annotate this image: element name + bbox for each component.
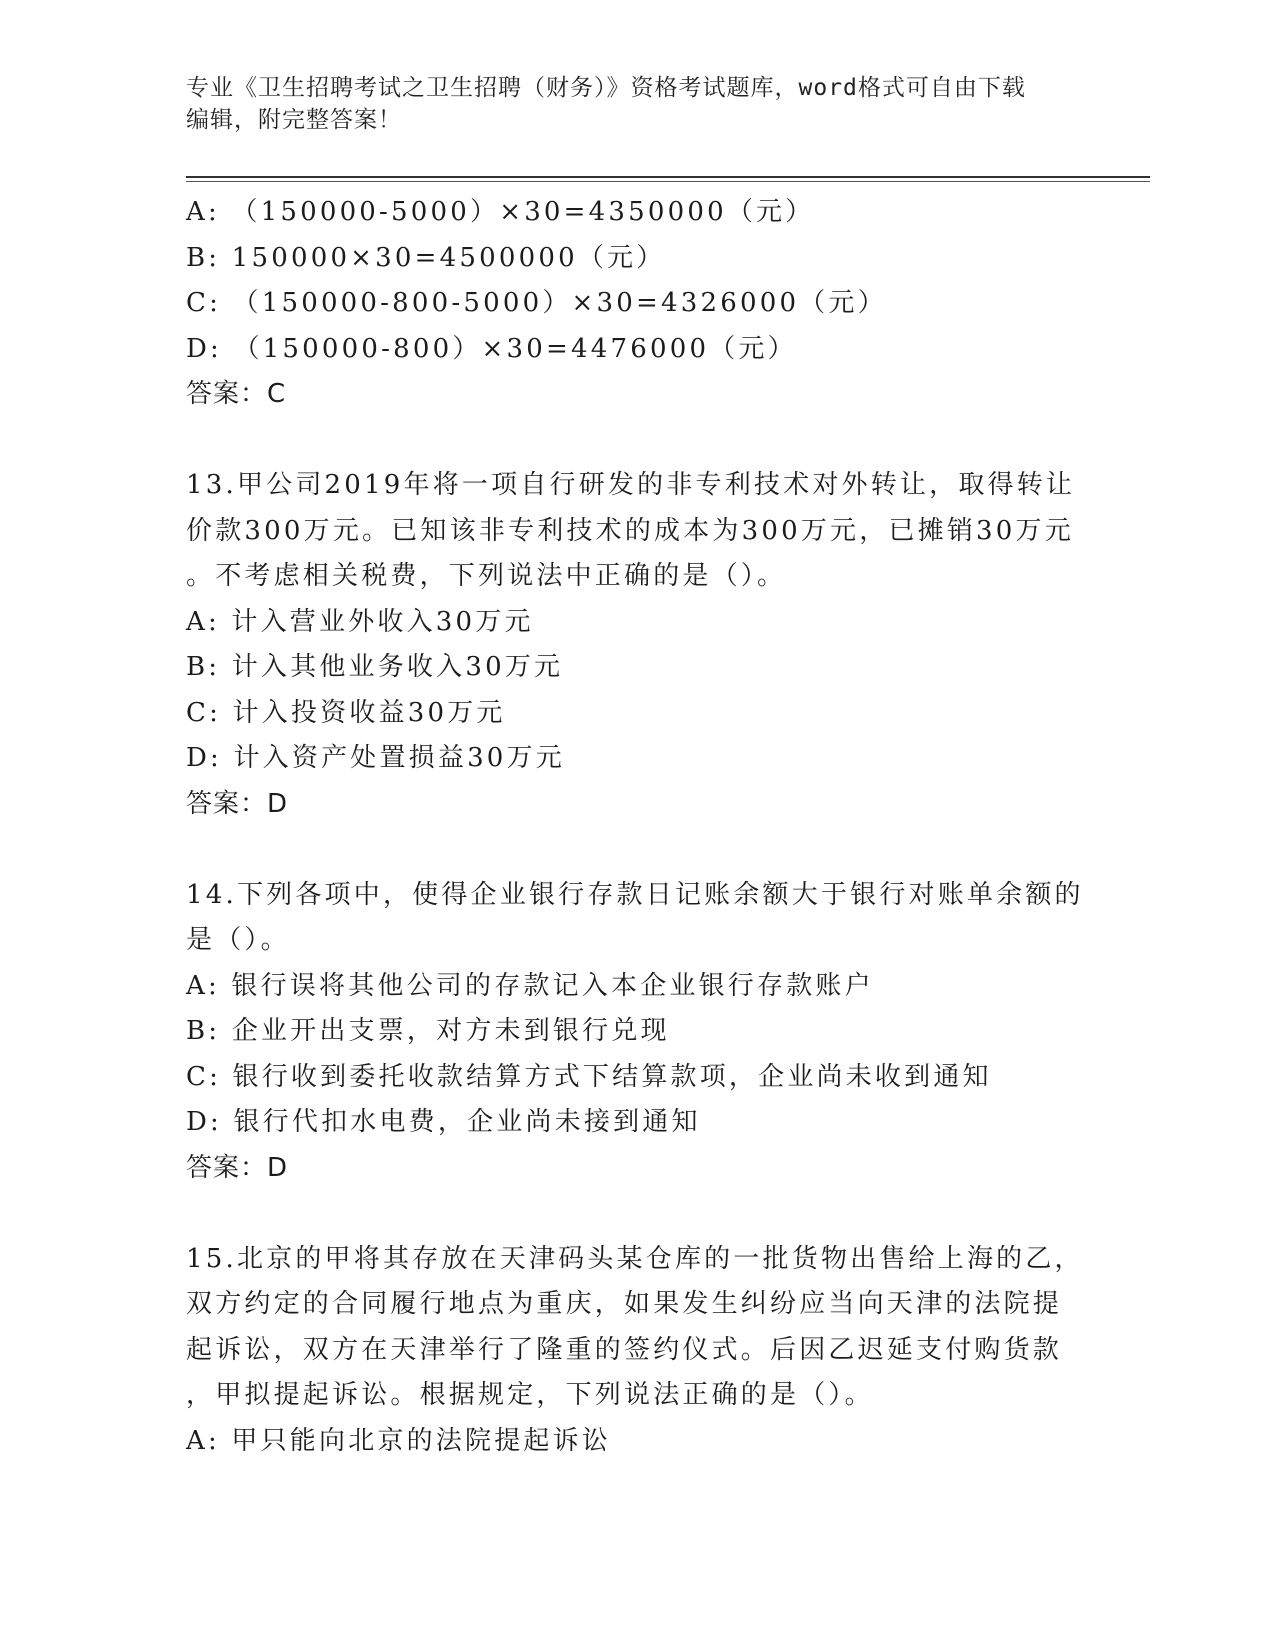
option-a: A: （150000-5000）×30=4350000（元）: [186, 197, 815, 227]
answer-line: 答案：D: [186, 1152, 289, 1183]
option-a: A: 银行误将其他公司的存款记入本企业银行存款账户: [186, 970, 874, 1001]
document-header: [186, 72, 1066, 136]
header-line-1: 专业《卫生招聘考试之卫生招聘（财务）》资格考试题库，word格式可自由下载: [186, 75, 1026, 101]
option-b: B: 150000×30=4500000（元）: [186, 242, 666, 273]
option-c: C: （150000-800-5000）×30=4326000（元）: [186, 288, 887, 318]
question-12: [186, 190, 1086, 418]
option-d: D: 计入资产处置损益30万元: [186, 743, 565, 773]
header-line-2: 编辑，附完整答案！: [186, 107, 402, 133]
question-14: [186, 873, 1086, 1192]
question-15: [186, 1237, 1086, 1465]
question-stem-line: 13.甲公司2019年将一项自行研发的非专利技术对外转让，取得转让: [186, 470, 1076, 500]
question-stem-line: 14.下列各项中，使得企业银行存款日记账余额大于银行对账单余额的: [186, 879, 1084, 910]
header-divider-thin: [186, 181, 1150, 182]
option-a: A: 甲只能向北京的法院提起诉讼: [186, 1425, 612, 1456]
answer-line: 答案：D: [186, 788, 289, 819]
option-b: B: 计入其他业务收入30万元: [186, 652, 564, 682]
option-b: B: 企业开出支票，对方未到银行兑现: [186, 1016, 670, 1046]
question-13: [186, 463, 1086, 827]
option-d: D: 银行代扣水电费，企业尚未接到通知: [186, 1107, 701, 1137]
header-divider: [186, 176, 1150, 178]
option-a: A: 计入营业外收入30万元: [186, 606, 534, 637]
question-stem-line: 15.北京的甲将其存放在天津码头某仓库的一批货物出售给上海的乙，: [186, 1243, 1084, 1274]
spacer: [186, 827, 1086, 873]
question-stem-line: 是（）。: [186, 925, 290, 955]
option-d: D: （150000-800）×30=4476000（元）: [186, 333, 797, 364]
option-c: C: 计入投资收益30万元: [186, 697, 506, 728]
spacer: [186, 418, 1086, 464]
answer-line: 答案：C: [186, 379, 287, 409]
question-stem-line: 起诉讼，双方在天津举行了隆重的签约仪式。后因乙迟延支付购货款: [186, 1334, 1063, 1365]
option-c: C: 银行收到委托收款结算方式下结算款项，企业尚未收到通知: [186, 1061, 992, 1092]
spacer: [186, 1191, 1086, 1237]
question-stem-line: 。不考虑相关税费，下列说法中正确的是（）。: [186, 561, 787, 591]
question-list: [186, 190, 1086, 1464]
question-stem-line: 价款300万元。已知该非专利技术的成本为300万元，已摊销30万元: [186, 515, 1074, 546]
question-stem-line: ，甲拟提起诉讼。根据规定，下列说法正确的是（）。: [186, 1380, 874, 1410]
question-stem-line: 双方约定的合同履行地点为重庆，如果发生纠纷应当向天津的法院提: [186, 1289, 1063, 1319]
